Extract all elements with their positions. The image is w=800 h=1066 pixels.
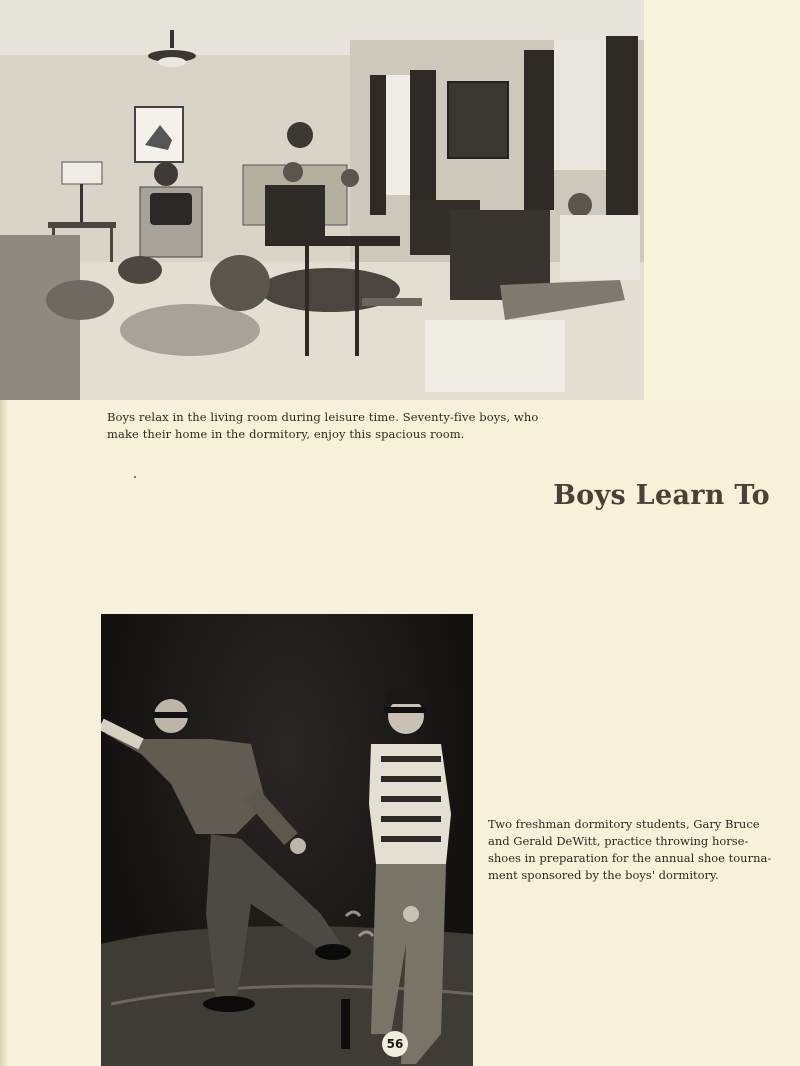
caption-top-line-2: make their home in the dormitory, enjoy this spacious room. <box>107 427 465 441</box>
section-heading: Boys Learn To <box>553 480 770 511</box>
caption-top <box>107 409 577 443</box>
caption-bottom-line-1: Two freshman dormitory students, Gary Bruce <box>488 817 760 831</box>
caption-bottom-line-4: ment sponsored by the boys' dormitory. <box>488 868 719 882</box>
living-room-photo <box>0 0 644 400</box>
living-room-illustration <box>0 0 644 400</box>
page-margin <box>642 0 800 400</box>
horseshoe-photo <box>101 614 473 1066</box>
page-number: 56 <box>382 1031 408 1057</box>
caption-bottom-line-3: shoes in preparation for the annual shoe tourna- <box>488 851 772 865</box>
print-speck <box>134 476 136 478</box>
caption-bottom-line-2: and Gerald DeWitt, practice throwing horse- <box>488 834 749 848</box>
caption-bottom <box>488 816 783 884</box>
caption-top-line-1: Boys relax in the living room during leisure time. Seventy-five boys, who <box>107 410 539 424</box>
horseshoe-illustration <box>101 614 473 1066</box>
